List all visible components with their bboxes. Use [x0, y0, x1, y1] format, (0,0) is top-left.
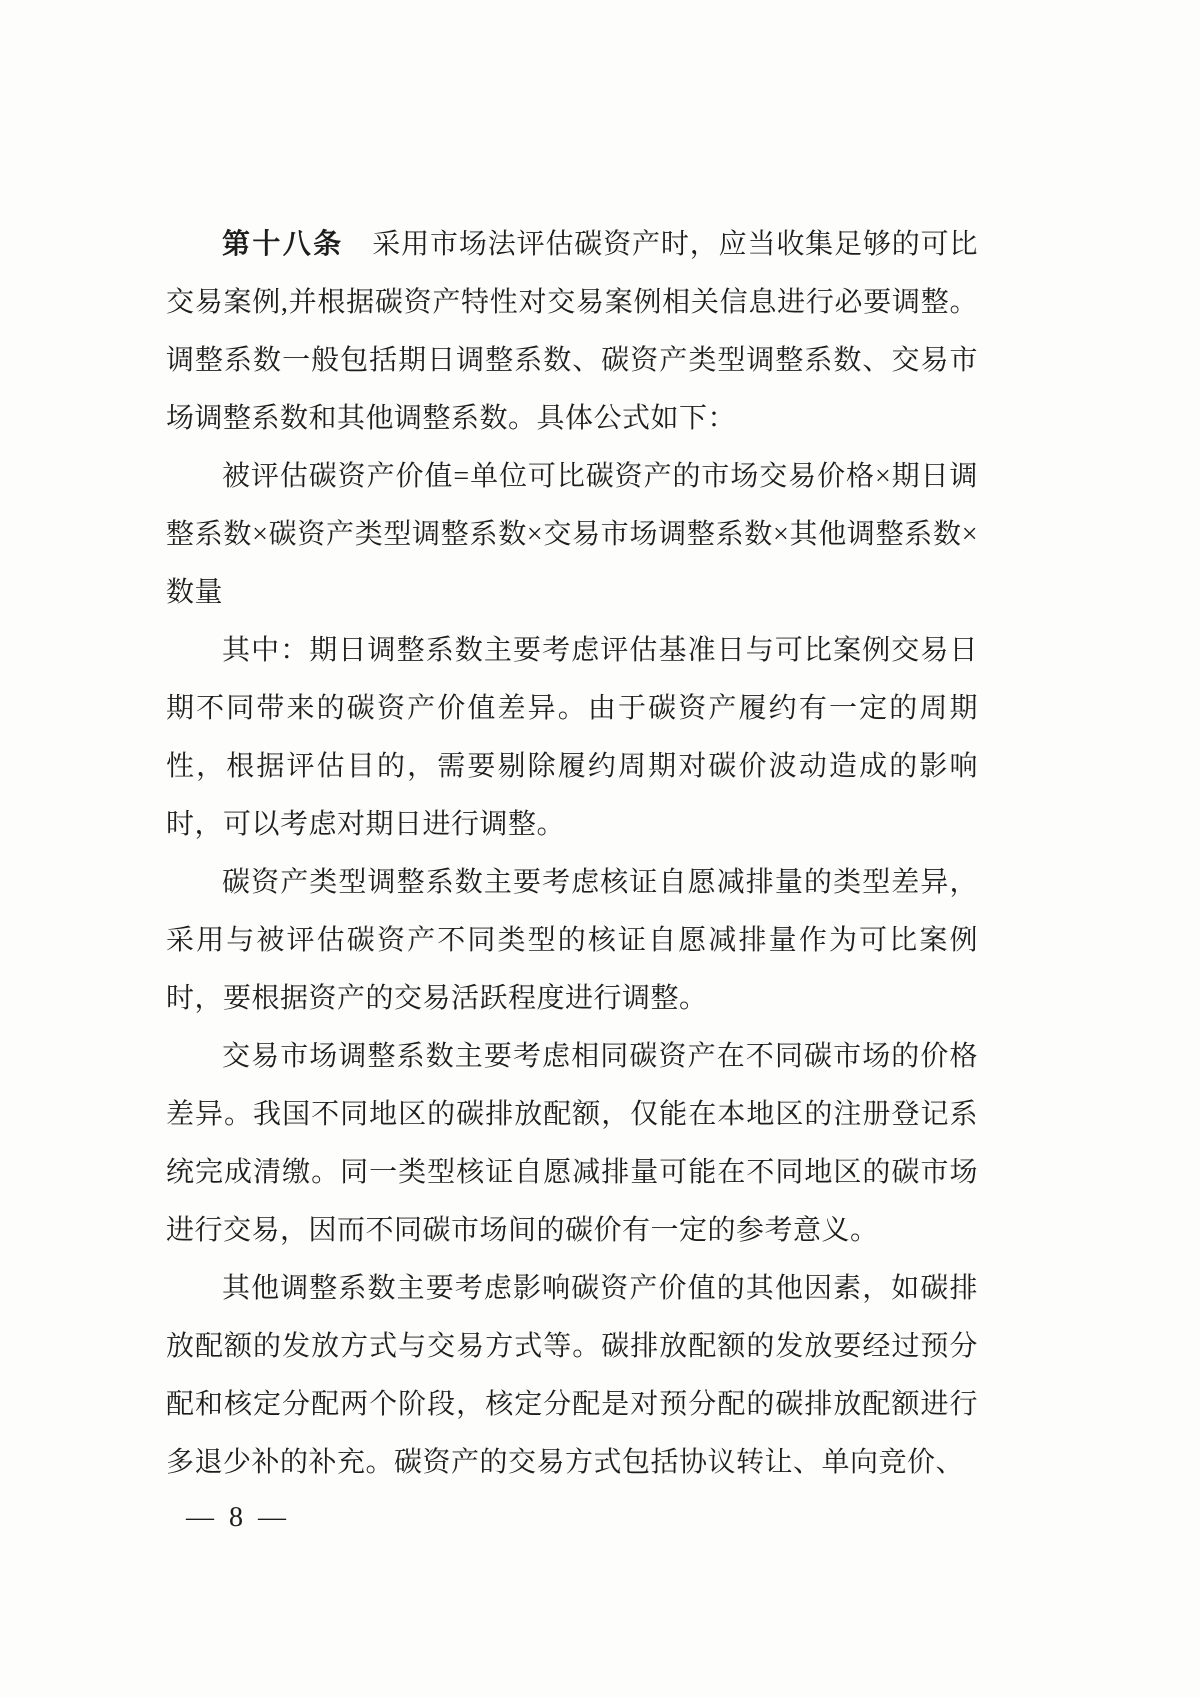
valuation-formula-paragraph: 被评估碳资产价值=单位可比碳资产的市场交易价格×期日调整系数×碳资产类型调整系数×交易市场调整系数×其他调整系数×数量	[166, 461, 978, 608]
other-adjustment-factor-paragraph: 其他调整系数主要考虑影响碳资产价值的其他因素，如碳排放配额的发放方式与交易方式等。碳排放配额的发放要经过预分配和核定分配两个阶段，核定分配是对预分配的碳排放配额进行多退少补的补充。碳资产的交易方式包括协议转让、单向竞价、	[166, 1273, 978, 1478]
article-18-paragraph	[166, 216, 978, 448]
article-text-block	[166, 216, 978, 1492]
date-adjustment-factor-paragraph: 其中：期日调整系数主要考虑评估基准日与可比案例交易日期不同带来的碳资产价值差异。由于碳资产履约有一定的周期性，根据评估目的，需要剔除履约周期对碳价波动造成的影响时，可以考虑对期日进行调整。	[166, 635, 978, 840]
article-18-number: 第十八条	[222, 229, 344, 260]
page-number: — 8 —	[186, 1502, 290, 1533]
trading-market-adjustment-factor-paragraph: 交易市场调整系数主要考虑相同碳资产在不同碳市场的价格差异。我国不同地区的碳排放配额，仅能在本地区的注册登记系统完成清缴。同一类型核证自愿减排量可能在不同地区的碳市场进行交易，因而不同碳市场间的碳价有一定的参考意义。	[166, 1041, 978, 1246]
asset-type-adjustment-factor-paragraph: 碳资产类型调整系数主要考虑核证自愿减排量的类型差异，采用与被评估碳资产不同类型的核证自愿减排量作为可比案例时，要根据资产的交易活跃程度进行调整。	[166, 867, 978, 1014]
article-18-text: 采用市场法评估碳资产时，应当收集足够的可比交易案例,并根据碳资产特性对交易案例相关信息进行必要调整。调整系数一般包括期日调整系数、碳资产类型调整系数、交易市场调整系数和其他调整系数。具体公式如下：	[166, 229, 978, 434]
